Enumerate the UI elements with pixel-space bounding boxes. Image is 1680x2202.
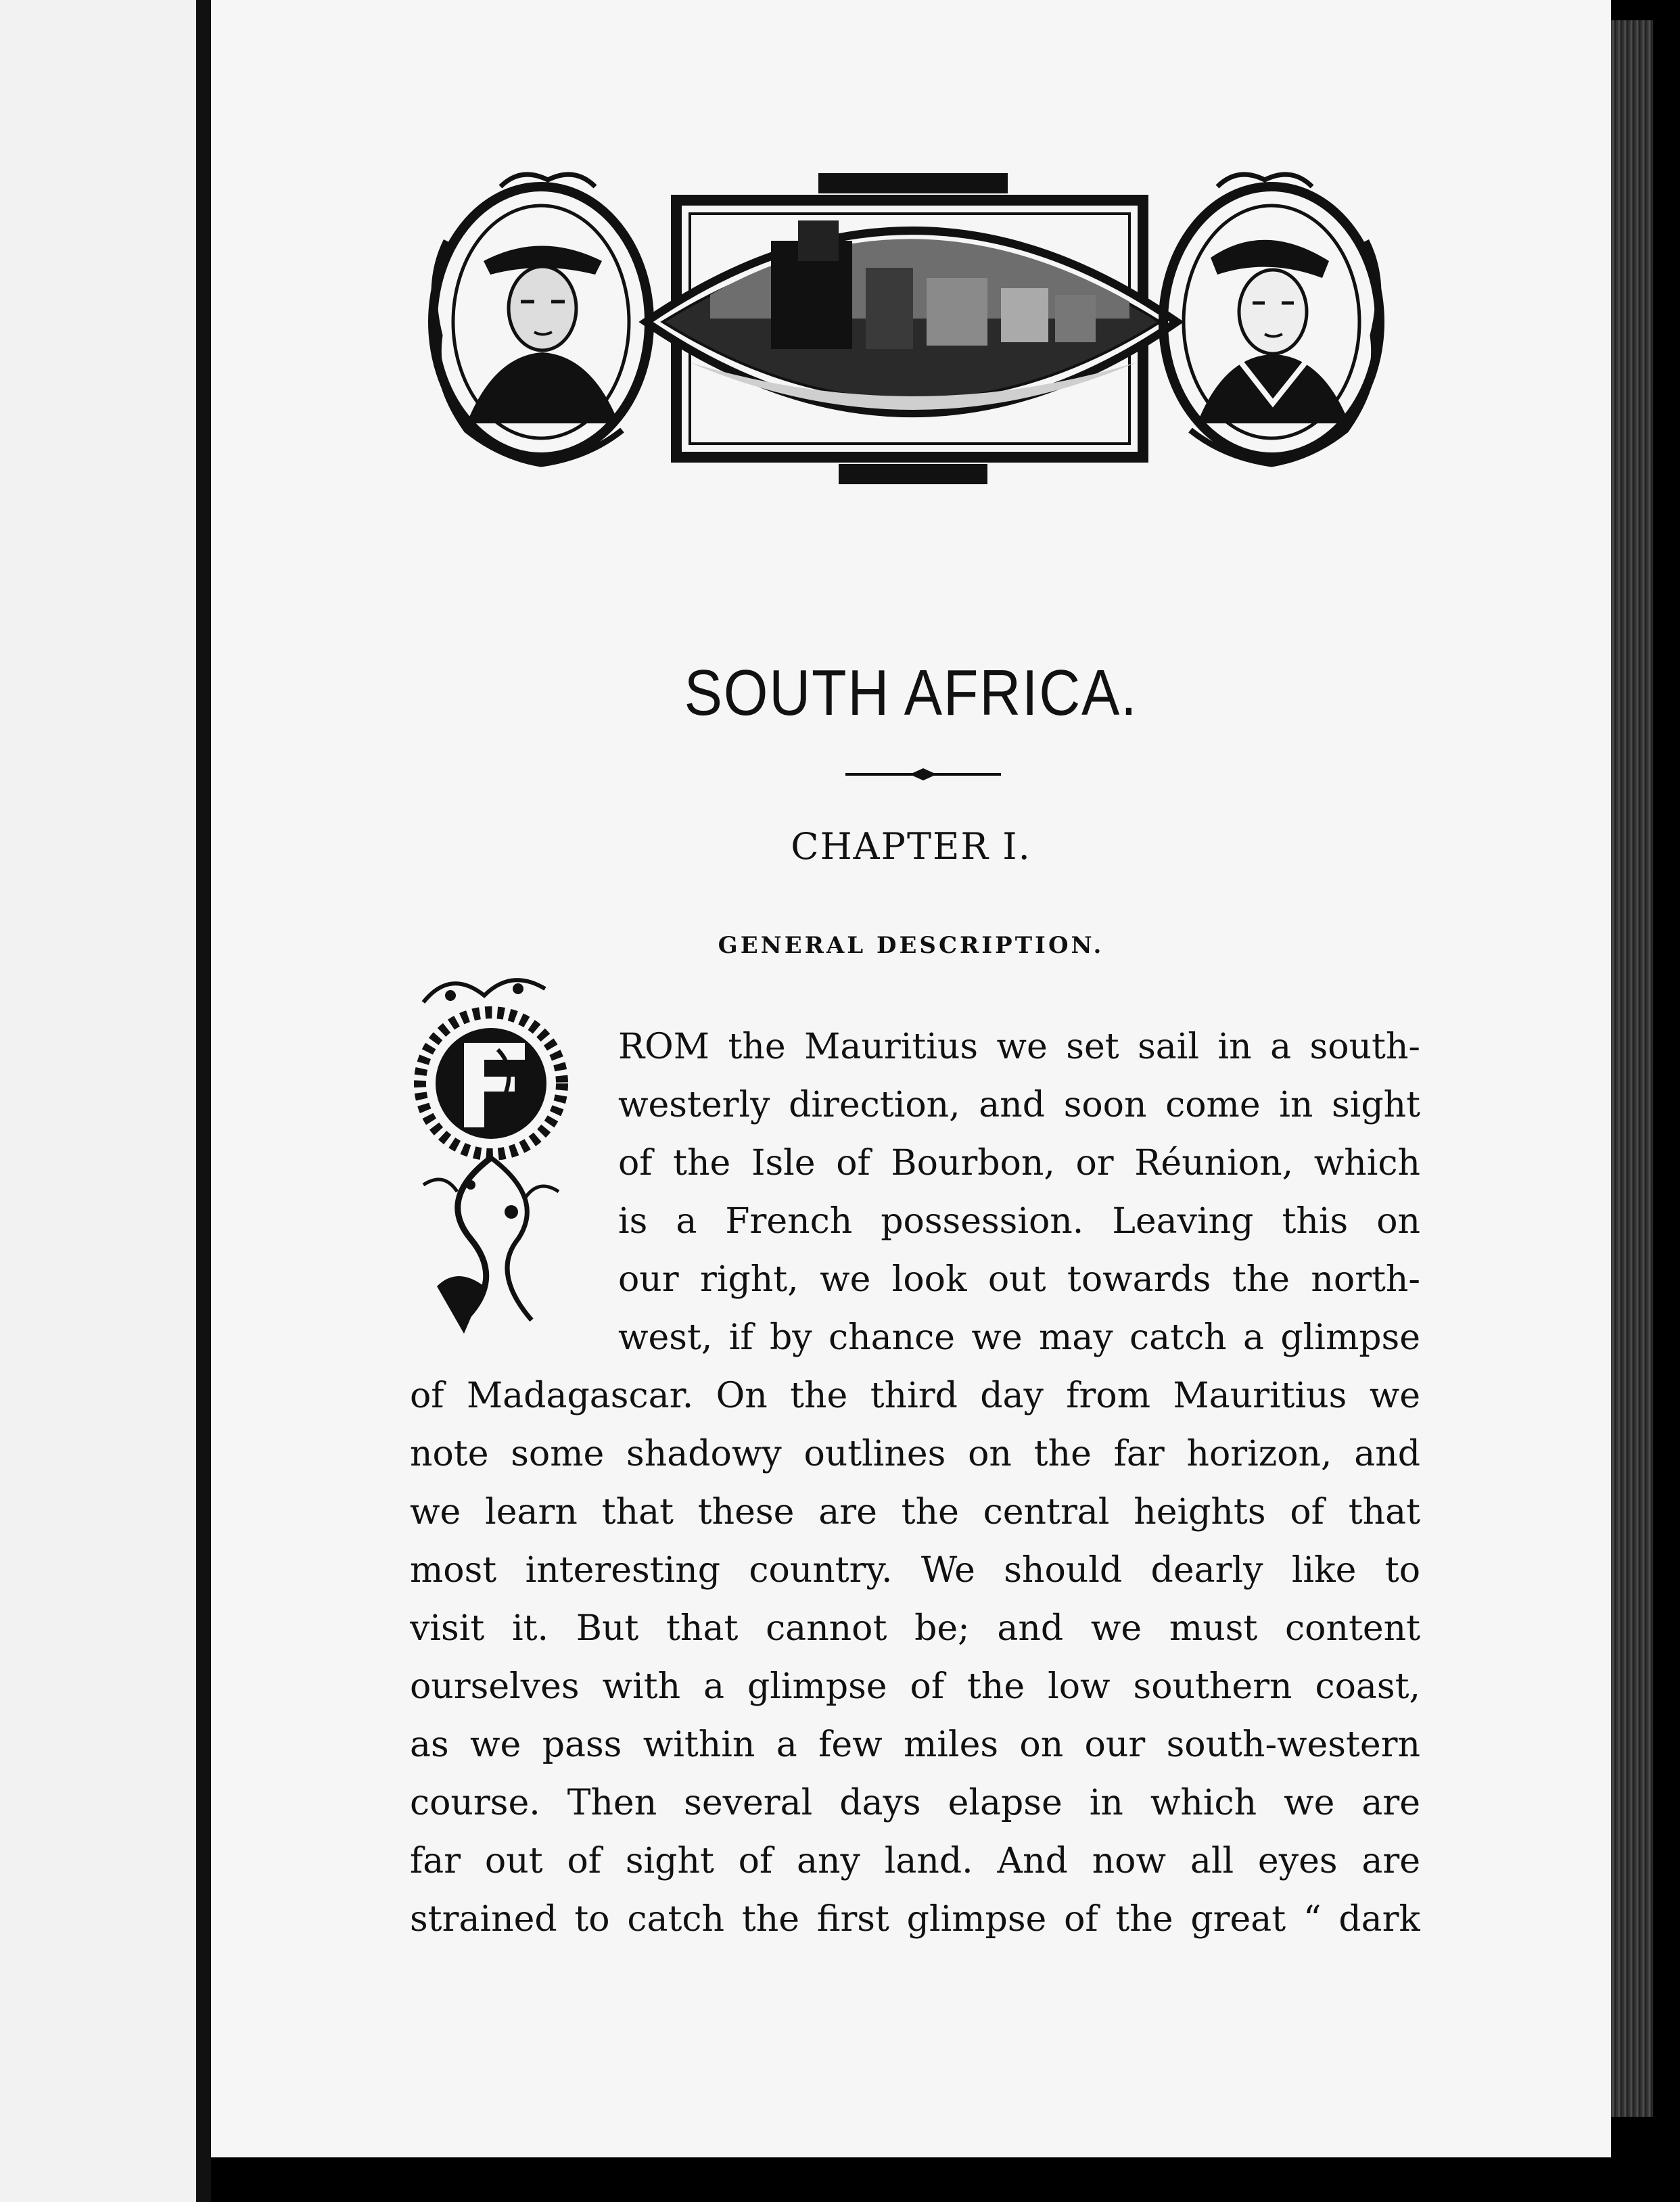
paragraph-line: westerly direction, and soon come in sight [618,1085,1420,1125]
title-rule-ornament [845,764,1001,784]
paragraph-line: note some shadowy outlines on the far horizon, and [410,1434,1420,1474]
paragraph-line: is a French possession. Leaving this on [618,1201,1420,1242]
book-gutter [196,0,211,2202]
paragraph-line: our right, we look out towards the north- [618,1259,1420,1300]
paragraph-line: ourselves with a glimpse of the low southern coast, [410,1666,1420,1707]
right-portrait-medallion [1163,174,1380,464]
section-subheading: GENERAL DESCRIPTION. [718,932,1104,959]
paragraph-line: ROM the Mauritius we set sail in a south- [618,1027,1420,1067]
paragraph-line: as we pass within a few miles on our south-western [410,1725,1420,1765]
paragraph-line: of the Isle of Bourbon, or Réunion, which [618,1143,1420,1184]
left-portrait-medallion [433,174,649,464]
paragraph-line: west, if by chance we may catch a glimpse [618,1317,1420,1358]
header-engraving [419,160,1393,498]
paragraph-line: course. Then several days elapse in which we are [410,1783,1420,1823]
right-margin-dark [1653,0,1680,2202]
page-title: SOUTH AFRICA. [684,657,1138,729]
chapter-heading: CHAPTER I. [791,825,1031,868]
paragraph-line: most interesting country. We should dearly like to [410,1550,1420,1591]
left-page-edge [0,0,196,2202]
paragraph-line: visit it. But that cannot be; and we must content [410,1608,1420,1649]
paragraph-line: far out of sight of any land. And now all eyes are [410,1841,1420,1881]
center-landscape-vignette [646,173,1177,484]
paragraph-line: strained to catch the first glimpse of the great “ dark [410,1899,1420,1940]
paragraph-line: of Madagascar. On the third day from Mauritius we [410,1376,1420,1416]
page-fore-edge [1611,20,1653,2117]
ornamental-drop-cap [410,968,572,1347]
paragraph-line: we learn that these are the central heights of that [410,1492,1420,1532]
